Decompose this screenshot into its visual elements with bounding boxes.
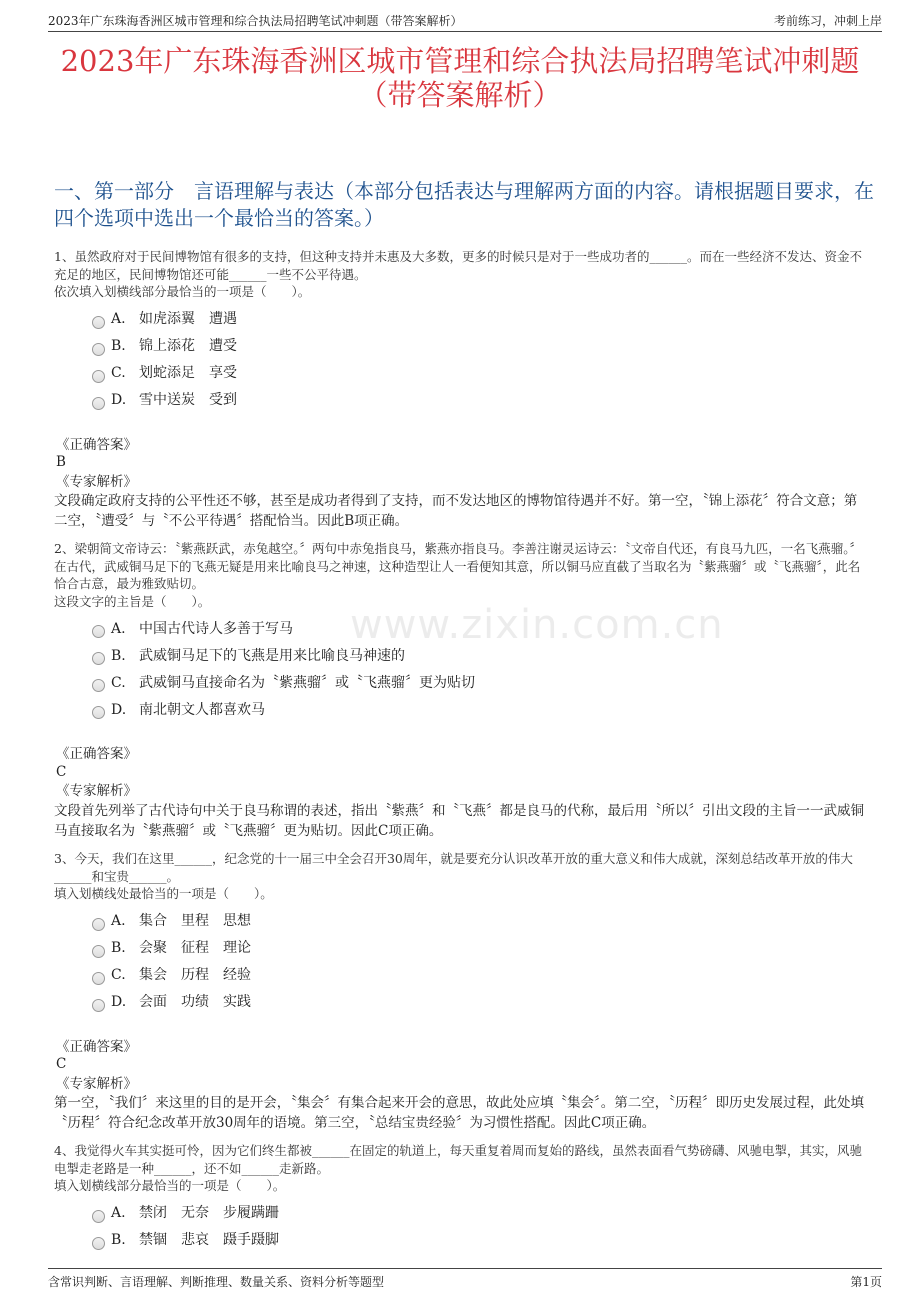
option-text: 划蛇添足 享受 [139, 365, 237, 382]
radio-icon[interactable] [92, 918, 105, 931]
question-4 [54, 1142, 870, 1255]
radio-icon[interactable] [92, 625, 105, 638]
option-a[interactable] [92, 616, 870, 643]
answer-value: C [56, 1056, 67, 1072]
analysis-text: 第一空，〝我们〞来这里的目的是开会，〝集会〞有集合起来开会的意思，故此处应填〝集会〞。第二空，〝历程〞即历史发展过程，此处填〝历程〞符合纪念改革开放30周年的语境。第三空，〝总结宝贵经验〞为习惯性搭配。因此C项正确。 [54, 1095, 864, 1131]
question-prompt: 填入划横线处最恰当的一项是（ ）。 [54, 886, 273, 901]
answer-label: 《正确答案》 [56, 1038, 137, 1055]
radio-icon[interactable] [92, 999, 105, 1012]
page-title [0, 44, 920, 112]
radio-icon[interactable] [92, 1210, 105, 1223]
option-letter: A. [111, 620, 126, 637]
option-list [92, 307, 870, 415]
option-text: 雪中送炭 受到 [139, 392, 237, 409]
radio-icon[interactable] [92, 945, 105, 958]
header-doc-title: 2023年广东珠海香洲区城市管理和综合执法局招聘笔试冲刺题（带答案解析） [48, 14, 463, 28]
option-text: 会聚 征程 理论 [139, 940, 251, 957]
option-text: 中国古代诗人多善于写马 [139, 620, 293, 637]
option-list [92, 1201, 870, 1255]
option-letter: B. [111, 338, 126, 355]
section-heading: 一、第一部分 言语理解与表达（本部分包括表达与理解两方面的内容。请根据题目要求，在四个选项中选出一个最恰当的答案。） [54, 179, 874, 230]
option-b[interactable] [92, 643, 870, 670]
question-stem: 3、今天，我们在这里______，纪念党的十一届三中全会召开30周年，就是要充分认识改革开放的重大意义和伟大成就，深刻总结改革开放的伟大______和宝贵______。 [54, 851, 853, 884]
radio-icon[interactable] [92, 652, 105, 665]
option-text: 武威铜马足下的飞燕是用来比喻良马神速的 [139, 647, 405, 664]
question-stem: 2、梁朝简文帝诗云：〝紫燕跃武，赤兔越空。〞两句中赤兔指良马，紫燕亦指良马。李善注谢灵运诗云：〝文帝自代还，有良马九匹，一名飞燕骝。〞在古代，武威铜马足下的飞燕无疑是用来比喻良马之神速，这种造型让人一看便知其意，所以铜马应直截了当取名为〝紫燕骝〞或〝飞燕骝〞，此名恰合古意，最为雅致贴切。 [54, 541, 862, 591]
question-3 [54, 850, 870, 1133]
option-text: 集会 历程 经验 [139, 967, 251, 984]
radio-icon[interactable] [92, 706, 105, 719]
radio-icon[interactable] [92, 316, 105, 329]
answer-label: 《正确答案》 [56, 436, 137, 453]
option-letter: B. [111, 940, 126, 957]
option-letter: A. [111, 1205, 126, 1222]
option-b[interactable] [92, 1228, 870, 1255]
question-1 [54, 248, 870, 531]
option-list [92, 909, 870, 1017]
radio-icon[interactable] [92, 370, 105, 383]
option-text: 锦上添花 遭受 [139, 338, 237, 355]
option-text: 集合 里程 思想 [139, 913, 251, 930]
option-letter: A. [111, 913, 126, 930]
option-c[interactable] [92, 670, 870, 697]
option-letter: D. [111, 392, 127, 409]
answer-value: C [56, 763, 67, 780]
title-line-1: 2023年广东珠海香洲区城市管理和综合执法局招聘笔试冲刺题 [60, 44, 860, 78]
option-letter: B. [111, 1232, 126, 1249]
question-2 [54, 540, 870, 841]
option-d[interactable] [92, 990, 870, 1017]
question-stem: 1、虽然政府对于民间博物馆有很多的支持，但这种支持并未惠及大多数，更多的时候只是对于一些成功者的______。而在一些经济不发达、资金不充足的地区，民间博物馆还可能______一些不公平待遇。 [54, 249, 862, 282]
analysis-label: 《专家解析》 [56, 473, 137, 490]
header-slogan: 考前练习，冲刺上岸 [773, 14, 882, 28]
option-text: 武威铜马直接命名为〝紫燕骝〞或〝飞燕骝〞更为贴切 [139, 674, 475, 691]
radio-icon[interactable] [92, 397, 105, 410]
option-a[interactable] [92, 1201, 870, 1228]
option-text: 如虎添翼 遭遇 [139, 311, 237, 328]
analysis-label: 《专家解析》 [56, 1075, 137, 1092]
option-c[interactable] [92, 361, 870, 388]
radio-icon[interactable] [92, 343, 105, 356]
answer-value: B [56, 454, 66, 470]
option-letter: B. [111, 647, 126, 664]
option-text: 南北朝文人都喜欢马 [139, 701, 265, 718]
option-letter: A. [111, 311, 126, 328]
option-b[interactable] [92, 936, 870, 963]
option-text: 禁闭 无奈 步履蹒跚 [139, 1205, 279, 1222]
option-letter: C. [111, 967, 126, 984]
radio-icon[interactable] [92, 1237, 105, 1250]
option-d[interactable] [92, 697, 870, 724]
option-a[interactable] [92, 307, 870, 334]
title-line-2: （带答案解析） [358, 78, 562, 112]
option-d[interactable] [92, 388, 870, 415]
option-letter: C. [111, 674, 126, 691]
analysis-text: 文段确定政府支持的公平性还不够，甚至是成功者得到了支持，而不发达地区的博物馆待遇并不好。第一空，〝锦上添花〞符合文意；第二空，〝遭受〞与〝不公平待遇〞搭配恰当。因此B项正确。 [54, 493, 858, 529]
option-b[interactable] [92, 334, 870, 361]
radio-icon[interactable] [92, 972, 105, 985]
analysis-text: 文段首先列举了古代诗句中关于良马称谓的表述，指出〝紫燕〞和〝飞燕〞都是良马的代称，最后用〝所以〞引出文段的主旨一一武威铜马直接取名为〝紫燕骝〞或〝飞燕骝〞更为贴切。因此C项正确。 [54, 802, 864, 839]
option-text: 会面 功绩 实践 [139, 994, 251, 1011]
page-number: 第1页 [850, 1275, 882, 1289]
option-a[interactable] [92, 909, 870, 936]
question-stem: 4、我觉得火车其实挺可怜，因为它们终生都被______在固定的轨道上，每天重复着周而复始的路线，虽然表面看气势磅礴、风驰电掣，其实，风驰电掣走老路是一种______，还不如______走新路。 [54, 1143, 862, 1176]
page-header [48, 10, 882, 32]
page-footer [48, 1268, 882, 1292]
option-letter: D. [111, 994, 127, 1011]
watermark: www.zixin.com.cn [350, 602, 724, 648]
radio-icon[interactable] [92, 679, 105, 692]
question-prompt: 这段文字的主旨是（ ）。 [54, 593, 211, 609]
footer-topics: 含常识判断、言语理解、判断推理、数量关系、资料分析等题型 [48, 1275, 385, 1289]
option-letter: C. [111, 365, 126, 382]
answer-label: 《正确答案》 [56, 746, 137, 762]
option-text: 禁锢 悲哀 蹑手蹑脚 [139, 1232, 279, 1249]
question-prompt: 填入划横线部分最恰当的一项是（ ）。 [54, 1178, 286, 1193]
question-prompt: 依次填入划横线部分最恰当的一项是（ ）。 [54, 284, 311, 299]
analysis-label: 《专家解析》 [56, 783, 137, 799]
option-c[interactable] [92, 963, 870, 990]
option-list [92, 616, 870, 724]
option-letter: D. [111, 701, 127, 718]
